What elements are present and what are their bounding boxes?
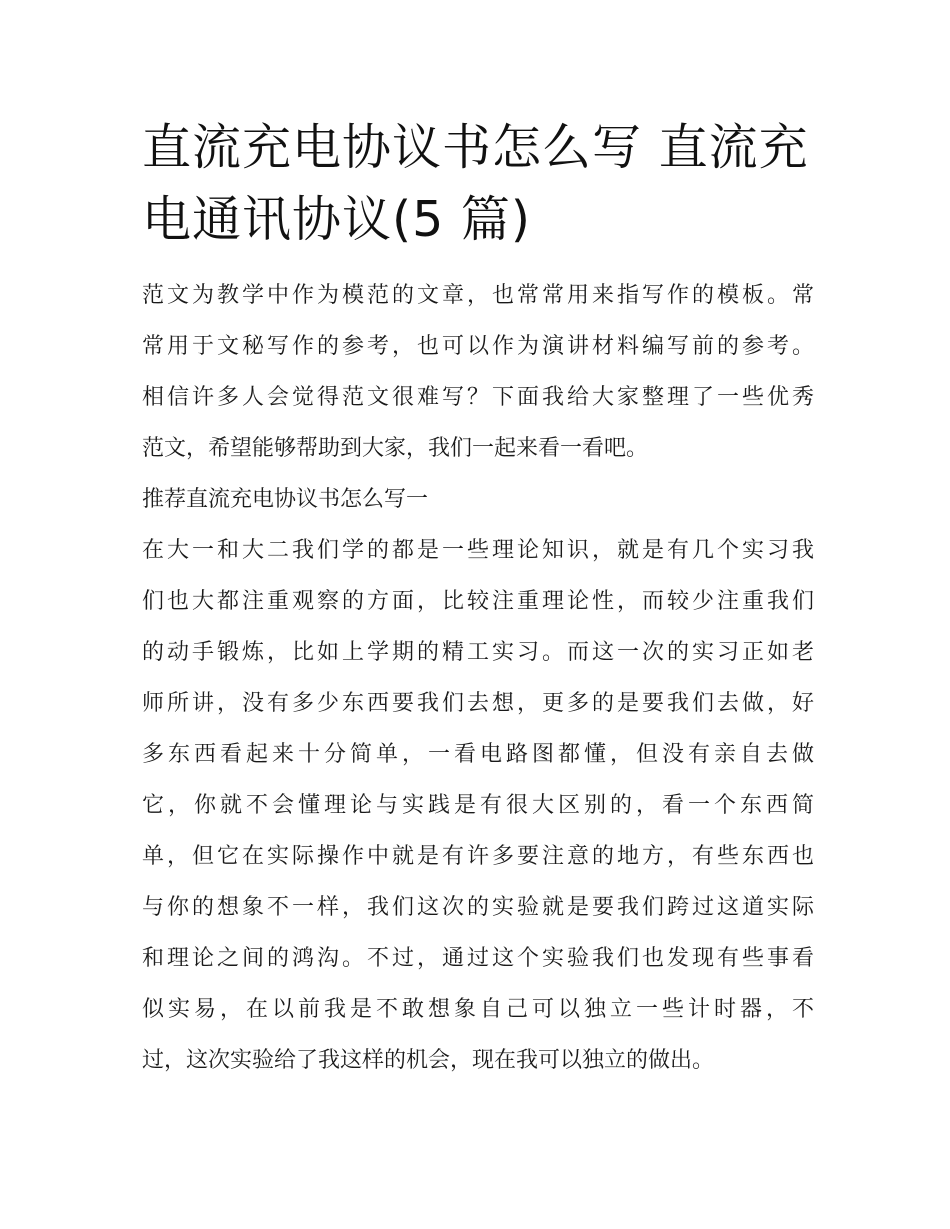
section-line: 似实易，在以前我是不敢想象自己可以独立一些计时器，不: [142, 997, 814, 1022]
title-line-2: 电通讯协议(5 篇): [142, 191, 531, 248]
intro-line: 范文为教学中作为模范的文章，也常常用来指写作的模板。常: [142, 283, 814, 308]
document-page: [142, 112, 814, 1086]
title-line-1: 直流充电协议书怎么写 直流充: [142, 119, 809, 176]
section-line: 与你的想象不一样，我们这次的实验就是要我们跨过这道实际: [142, 895, 814, 920]
section-paragraph: [142, 525, 814, 1086]
section-line: 和理论之间的鸿沟。不过，通过这个实验我们也发现有些事看: [142, 946, 814, 971]
document-body: [142, 270, 814, 1086]
intro-line: 常用于文秘写作的参考，也可以作为演讲材料编写前的参考。: [142, 334, 814, 359]
section-heading: 推荐直流充电协议书怎么写一: [142, 487, 429, 512]
intro-line: 范文，希望能够帮助到大家，我们一起来看一看吧。: [142, 436, 649, 461]
section-line: 单，但它在实际操作中就是有许多要注意的地方，有些东西也: [142, 844, 814, 869]
section-line: 的动手锻炼，比如上学期的精工实习。而这一次的实习正如老: [142, 640, 814, 665]
section-line: 师所讲，没有多少东西要我们去想，更多的是要我们去做，好: [142, 691, 814, 716]
intro-line: 相信许多人会觉得范文很难写？下面我给大家整理了一些优秀: [142, 385, 814, 410]
section-line: 它，你就不会懂理论与实践是有很大区别的，看一个东西简: [142, 793, 814, 818]
section-line: 们也大都注重观察的方面，比较注重理论性，而较少注重我们: [142, 589, 814, 614]
intro-paragraph: [142, 270, 814, 474]
document-title: [142, 112, 814, 256]
section-line: 多东西看起来十分简单，一看电路图都懂，但没有亲自去做: [142, 742, 814, 767]
section-line: 在大一和大二我们学的都是一些理论知识，就是有几个实习我: [142, 538, 814, 563]
section-line: 过，这次实验给了我这样的机会，现在我可以独立的做出。: [142, 1048, 715, 1073]
